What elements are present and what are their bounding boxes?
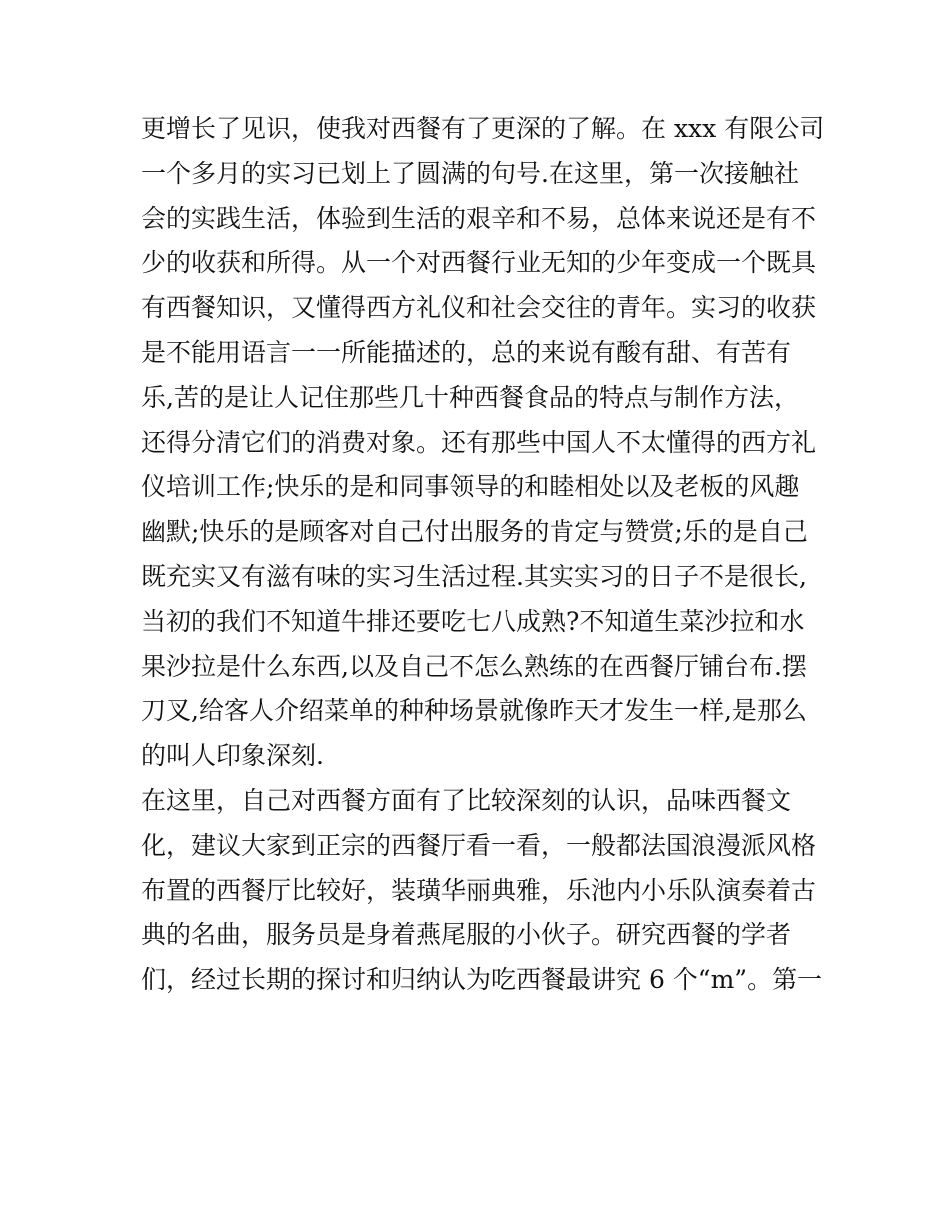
text-line-17: 化，建议大家到正宗的西餐厅看一看，一般都法国浪漫派风格	[141, 830, 817, 860]
text-line-11: 既充实又有滋有味的实习生活过程.其实实习的日子不是很长,	[141, 561, 807, 591]
text-line-12: 当初的我们不知道牛排还要吃七八成熟?不知道生菜沙拉和水	[141, 606, 805, 636]
text-line-5: 有西餐知识，又懂得西方礼仪和社会交往的青年。实习的收获	[141, 293, 817, 323]
text-line-6: 是不能用语言一一所能描述的，总的来说有酸有甜、有苦有	[141, 337, 792, 367]
text-line-13: 果沙拉是什么东西,以及自己不怎么熟练的在西餐厅铺台布.摆	[141, 651, 807, 681]
text-line-18: 布置的西餐厅比较好，装璜华丽典雅，乐池内小乐队演奏着古	[141, 875, 817, 905]
text-line-3: 会的实践生活，体验到生活的艰辛和不易，总体来说还是有不	[141, 203, 817, 233]
text-line-14: 刀叉,给客人介绍菜单的种种场景就像昨天才发生一样,是那么	[141, 696, 807, 726]
text-line-9: 仪培训工作;快乐的是和同事领导的和睦相处以及老板的风趣	[141, 472, 800, 502]
text-line-10: 幽默;快乐的是顾客对自己付出服务的肯定与赞赏;乐的是自己	[141, 517, 808, 547]
text-line-4: 少的收获和所得。从一个对西餐行业无知的少年变成一个既具	[141, 248, 817, 278]
text-line-1: 更增长了见识，使我对西餐有了更深的了解。在 xxx 有限公司	[141, 114, 825, 143]
text-line-16: 在这里，自己对西餐方面有了比较深刻的认识，品味西餐文	[141, 785, 792, 815]
body-text	[141, 107, 831, 1003]
text-line-15: 的叫人印象深刻.	[141, 741, 324, 771]
text-line-20: 们，经过长期的探讨和归纳认为吃西餐最讲究 6 个“m”。第一	[141, 965, 823, 995]
text-line-7: 乐,苦的是让人记住那些几十种西餐食品的特点与制作方法，	[141, 382, 799, 412]
text-line-8: 还得分清它们的消费对象。还有那些中国人不太懂得的西方礼	[141, 427, 817, 457]
text-line-19: 典的名曲，服务员是身着燕尾服的小伙子。研究西餐的学者	[141, 920, 792, 950]
text-line-2: 一个多月的实习已划上了圆满的句号.在这里，第一次接触社	[141, 158, 799, 188]
